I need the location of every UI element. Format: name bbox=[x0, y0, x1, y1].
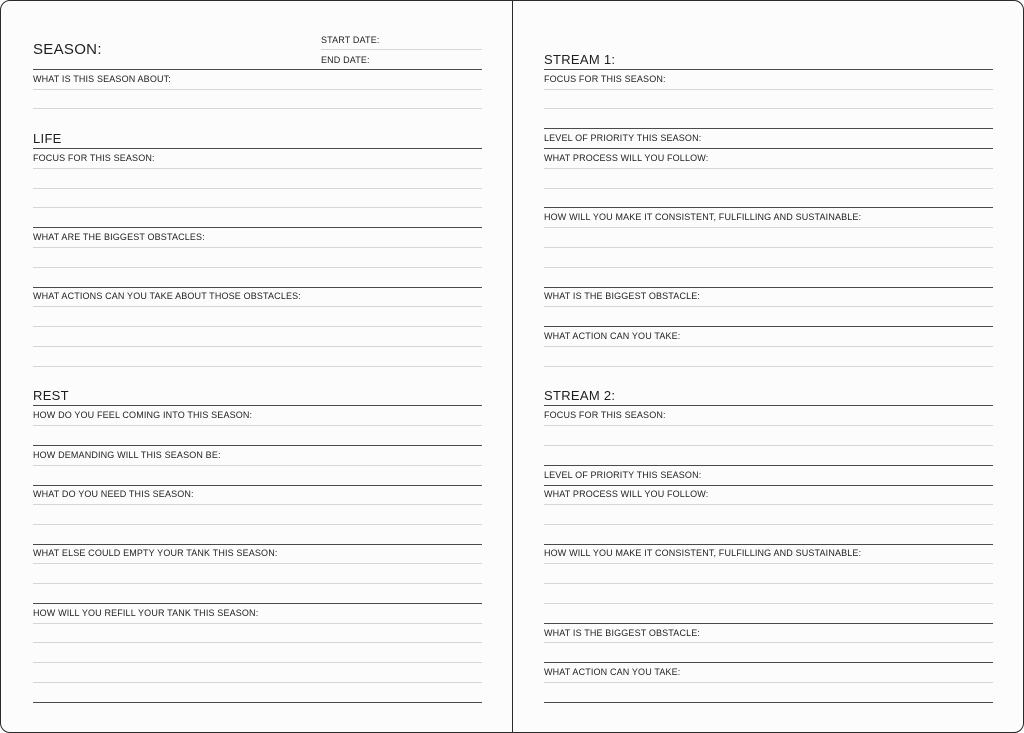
writing-line[interactable] bbox=[33, 682, 482, 683]
writing-line[interactable] bbox=[544, 227, 993, 228]
end-date-label: END DATE: bbox=[321, 55, 370, 65]
stream-1-consistent-label: HOW WILL YOU MAKE IT CONSISTENT, FULFILLING AND SUSTAINABLE: bbox=[544, 212, 862, 222]
writing-line[interactable] bbox=[33, 662, 482, 663]
section-rule bbox=[33, 227, 482, 228]
writing-line[interactable] bbox=[33, 563, 482, 564]
section-rule bbox=[544, 623, 993, 624]
section-rule bbox=[544, 662, 993, 663]
rest-need-label: WHAT DO YOU NEED THIS SEASON: bbox=[33, 489, 194, 499]
life-obstacles-label: WHAT ARE THE BIGGEST OBSTACLES: bbox=[33, 232, 205, 242]
writing-line[interactable] bbox=[33, 642, 482, 643]
stream-1-action-label: WHAT ACTION CAN YOU TAKE: bbox=[544, 331, 681, 341]
stream-2-process-label: WHAT PROCESS WILL YOU FOLLOW: bbox=[544, 489, 709, 499]
writing-line[interactable] bbox=[544, 346, 993, 347]
section-rule bbox=[33, 287, 482, 288]
writing-line[interactable] bbox=[33, 188, 482, 189]
start-date-label: START DATE: bbox=[321, 35, 380, 45]
section-rule bbox=[33, 485, 482, 486]
start-date-line[interactable] bbox=[321, 49, 482, 50]
writing-line[interactable] bbox=[33, 366, 482, 367]
season-rule bbox=[33, 69, 482, 70]
stream-1-process-label: WHAT PROCESS WILL YOU FOLLOW: bbox=[544, 153, 709, 163]
writing-line[interactable] bbox=[544, 168, 993, 169]
stream-1-heading: STREAM 1: bbox=[544, 52, 616, 67]
section-rule bbox=[544, 702, 993, 703]
writing-line[interactable] bbox=[544, 682, 993, 683]
stream-2-obstacle-label: WHAT IS THE BIGGEST OBSTACLE: bbox=[544, 628, 701, 638]
writing-line[interactable] bbox=[544, 642, 993, 643]
writing-line[interactable] bbox=[33, 306, 482, 307]
writing-line[interactable] bbox=[33, 247, 482, 248]
writing-line[interactable] bbox=[544, 425, 993, 426]
stream-1-rule bbox=[544, 69, 993, 70]
writing-line[interactable] bbox=[544, 306, 993, 307]
season-about-label: WHAT IS THIS SEASON ABOUT: bbox=[33, 74, 171, 84]
stream-2-focus-label: FOCUS FOR THIS SEASON: bbox=[544, 410, 666, 420]
writing-line[interactable] bbox=[544, 603, 993, 604]
section-rule bbox=[544, 287, 993, 288]
writing-line[interactable] bbox=[544, 89, 993, 90]
writing-line[interactable] bbox=[33, 504, 482, 505]
stream-2-consistent-label: HOW WILL YOU MAKE IT CONSISTENT, FULFILLING AND SUSTAINABLE: bbox=[544, 548, 862, 558]
life-focus-label: FOCUS FOR THIS SEASON: bbox=[33, 153, 155, 163]
writing-line[interactable] bbox=[544, 247, 993, 248]
stream-2-action-label: WHAT ACTION CAN YOU TAKE: bbox=[544, 667, 681, 677]
rest-rule bbox=[33, 405, 482, 406]
left-page bbox=[1, 1, 512, 732]
stream-2-heading: STREAM 2: bbox=[544, 388, 616, 403]
writing-line[interactable] bbox=[33, 108, 482, 109]
section-rule bbox=[544, 326, 993, 327]
section-rule bbox=[544, 148, 993, 149]
right-page bbox=[512, 1, 1024, 732]
season-heading: SEASON: bbox=[33, 41, 102, 58]
writing-line[interactable] bbox=[33, 207, 482, 208]
writing-line[interactable] bbox=[33, 168, 482, 169]
rest-demanding-label: HOW DEMANDING WILL THIS SEASON BE: bbox=[33, 450, 221, 460]
writing-line[interactable] bbox=[33, 623, 482, 624]
section-rule bbox=[544, 544, 993, 545]
writing-line[interactable] bbox=[33, 524, 482, 525]
section-rule bbox=[33, 603, 482, 604]
section-rule bbox=[544, 465, 993, 466]
rest-empty-tank-label: WHAT ELSE COULD EMPTY YOUR TANK THIS SEASON: bbox=[33, 548, 278, 558]
writing-line[interactable] bbox=[544, 445, 993, 446]
section-rule bbox=[544, 128, 993, 129]
stream-2-rule bbox=[544, 405, 993, 406]
writing-line[interactable] bbox=[33, 267, 482, 268]
stream-2-priority-label: LEVEL OF PRIORITY THIS SEASON: bbox=[544, 470, 702, 480]
writing-line[interactable] bbox=[33, 89, 482, 90]
writing-line[interactable] bbox=[544, 366, 993, 367]
life-heading: LIFE bbox=[33, 131, 62, 146]
writing-line[interactable] bbox=[33, 346, 482, 347]
writing-line[interactable] bbox=[544, 524, 993, 525]
section-rule bbox=[544, 485, 993, 486]
writing-line[interactable] bbox=[33, 465, 482, 466]
stream-1-focus-label: FOCUS FOR THIS SEASON: bbox=[544, 74, 666, 84]
writing-line[interactable] bbox=[544, 188, 993, 189]
writing-line[interactable] bbox=[544, 504, 993, 505]
writing-line[interactable] bbox=[544, 583, 993, 584]
writing-line[interactable] bbox=[33, 425, 482, 426]
writing-line[interactable] bbox=[544, 108, 993, 109]
writing-line[interactable] bbox=[544, 563, 993, 564]
rest-feel-label: HOW DO YOU FEEL COMING INTO THIS SEASON: bbox=[33, 410, 253, 420]
section-rule bbox=[33, 702, 482, 703]
section-rule bbox=[544, 207, 993, 208]
section-rule bbox=[33, 544, 482, 545]
rest-heading: REST bbox=[33, 388, 69, 403]
life-rule bbox=[33, 148, 482, 149]
writing-line[interactable] bbox=[33, 583, 482, 584]
stream-1-obstacle-label: WHAT IS THE BIGGEST OBSTACLE: bbox=[544, 291, 701, 301]
writing-line[interactable] bbox=[544, 267, 993, 268]
life-actions-label: WHAT ACTIONS CAN YOU TAKE ABOUT THOSE OBSTACLES: bbox=[33, 291, 301, 301]
stream-1-priority-label: LEVEL OF PRIORITY THIS SEASON: bbox=[544, 133, 702, 143]
section-rule bbox=[33, 445, 482, 446]
rest-refill-tank-label: HOW WILL YOU REFILL YOUR TANK THIS SEASON: bbox=[33, 608, 259, 618]
writing-line[interactable] bbox=[33, 326, 482, 327]
